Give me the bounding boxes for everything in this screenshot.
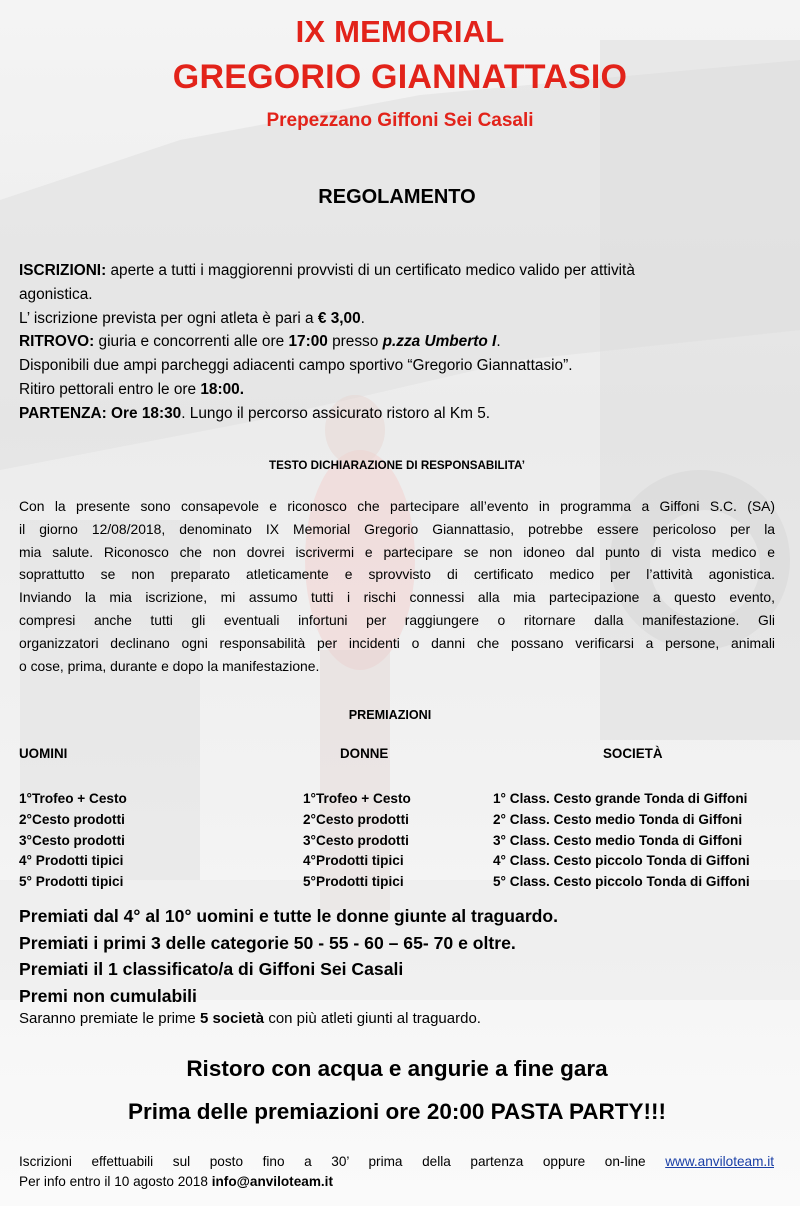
uomini-prizes	[19, 789, 127, 893]
list-item: 5° Prodotti tipici	[19, 874, 124, 890]
declaration-line: soprattutto se non preparato atleticamente e sprovvisto di certificato medico per l’attività agonistica.	[19, 566, 775, 583]
regolamento-heading: REGOLAMENTO	[318, 186, 476, 208]
footer-line-registration	[19, 1154, 774, 1169]
list-item: 4°Prodotti tipici	[303, 853, 404, 869]
pasta-party-banner: Prima delle premiazioni ore 20:00 PASTA PARTY!!!	[127, 1099, 667, 1124]
societa-prizes	[493, 789, 750, 893]
donne-prizes	[303, 789, 411, 893]
rule-partenza	[19, 402, 789, 426]
premiazioni-heading: PREMIAZIONI	[348, 708, 432, 722]
list-item: 3° Class. Cesto medio Tonda di Giffoni	[493, 832, 743, 848]
ritrovo-time: 17:00	[288, 333, 328, 351]
ritrovo-place: p.zza Umberto I	[382, 333, 497, 351]
list-item: 5° Class. Cesto piccolo Tonda di Giffoni	[493, 874, 750, 890]
ristoro-banner: Ristoro con acqua e angurie a fine gara	[186, 1056, 608, 1081]
partenza-text: . Lungo il percorso assicurato ristoro al Km 5.	[181, 404, 491, 422]
rule-iscrizioni-cont: agonistica.	[19, 285, 93, 303]
title-memorial: IX MEMORIAL	[295, 14, 505, 49]
iscrizioni-text: aperte a tutti i maggiorenni provvisti di un certificato medico valido per attività	[106, 262, 635, 279]
subtitle-location: Prepezzano Giffoni Sei Casali	[266, 110, 534, 131]
declaration-heading: TESTO DICHIARAZIONE DI RESPONSABILITA’	[269, 459, 525, 472]
quota-value: € 3,00	[317, 309, 361, 327]
declaration-line: compresi anche tutti gli eventuali infortuni per raggiungere o ritornare dalla manifestazione. Gli	[19, 611, 775, 628]
declaration-line: il giorno 12/08/2018, denominato IX Memorial Gregorio Giannattasio, potrebbe essere pericoloso per la	[19, 520, 775, 537]
pettorali-time: 18:00.	[200, 380, 244, 398]
partenza-label: PARTENZA: Ore 18:30	[19, 404, 182, 422]
list-item: 1°Trofeo + Cesto	[303, 791, 411, 806]
ritrovo-text: giuria e concorrenti alle ore	[94, 333, 289, 351]
rules-section	[19, 259, 789, 426]
societa-note	[19, 1010, 481, 1027]
iscrizioni-label: ISCRIZIONI:	[19, 262, 107, 279]
quota-end: .	[360, 309, 365, 327]
declaration-line: Con la presente sono consapevole e riconosco che partecipare all’evento in programma a Giffoni S.C. (SA)	[19, 498, 775, 514]
list-item: 1° Class. Cesto grande Tonda di Giffoni	[493, 791, 748, 806]
ritrovo-label: RITROVO:	[19, 333, 95, 351]
pettorali-text: Ritiro pettorali entro le ore	[19, 380, 201, 398]
list-item: 3°Cesto prodotti	[303, 832, 409, 848]
footer-info-text: Per info entro il 10 agosto 2018	[19, 1174, 212, 1189]
ritrovo-end: .	[496, 333, 501, 351]
ritrovo-mid: presso	[327, 333, 383, 351]
list-item: 5°Prodotti tipici	[303, 874, 404, 890]
societa-heading: SOCIETÀ	[603, 746, 663, 761]
list-item: 2°Cesto prodotti	[19, 811, 125, 827]
awards-note: Premiati dal 4° al 10° uomini e tutte le donne giunte al traguardo.	[19, 906, 559, 926]
footer-registration-text: Iscrizioni effettuabili sul posto fino a 30’ prima della partenza oppure on-line	[19, 1154, 646, 1169]
declaration-line: mia salute. Riconosco che non dovrei iscrivermi e partecipare se non idoneo dal punto di vista medico e	[19, 543, 775, 560]
declaration-line: Inviando la mia iscrizione, mi assumo tutti i rischi connessi alla mia partecipazione a questo evento,	[19, 589, 775, 606]
uomini-heading: UOMINI	[19, 746, 68, 761]
website-link[interactable]: www.anviloteam.it	[665, 1154, 774, 1169]
list-item: 2°Cesto prodotti	[303, 811, 409, 827]
societa-note-bold: 5 società	[199, 1010, 265, 1027]
list-item: 4° Class. Cesto piccolo Tonda di Giffoni	[493, 853, 750, 869]
list-item: 1°Trofeo + Cesto	[19, 791, 127, 806]
donne-heading: DONNE	[340, 746, 389, 761]
footer-line-info	[19, 1174, 774, 1189]
awards-note: Premiati il 1 classificato/a di Giffoni Sei Casali	[19, 959, 404, 979]
email-link[interactable]: info@anviloteam.it	[211, 1174, 333, 1189]
declaration-line: o cose, prima, durante e dopo la manifestazione.	[19, 657, 320, 674]
rule-iscrizioni	[19, 259, 789, 283]
awards-note: Premiati i primi 3 delle categorie 50 - 55 - 60 – 65- 70 e oltre.	[19, 932, 516, 953]
rule-quota	[19, 307, 789, 331]
societa-note-pre: Saranno premiate le prime	[19, 1010, 200, 1027]
awards-notes	[19, 903, 558, 1009]
title-name: GREGORIO GIANNATTASIO	[172, 58, 628, 96]
list-item: 2° Class. Cesto medio Tonda di Giffoni	[493, 811, 743, 827]
rule-ritrovo	[19, 330, 789, 354]
declaration-body	[19, 495, 775, 677]
rule-pettorali	[19, 378, 789, 402]
list-item: 3°Cesto prodotti	[19, 832, 125, 848]
declaration-line: organizzatori declinano ogni responsabilità per incidenti o danni che possano verificarsi a persone, animali	[19, 634, 775, 651]
societa-note-post: con più atleti giunti al traguardo.	[264, 1010, 481, 1027]
rule-parcheggi: Disponibili due ampi parcheggi adiacenti campo sportivo “Gregorio Giannattasio”.	[19, 357, 573, 375]
quota-text: L’ iscrizione prevista per ogni atleta è pari a	[19, 309, 318, 327]
awards-note: Premi non cumulabili	[19, 985, 197, 1006]
list-item: 4° Prodotti tipici	[19, 853, 124, 869]
